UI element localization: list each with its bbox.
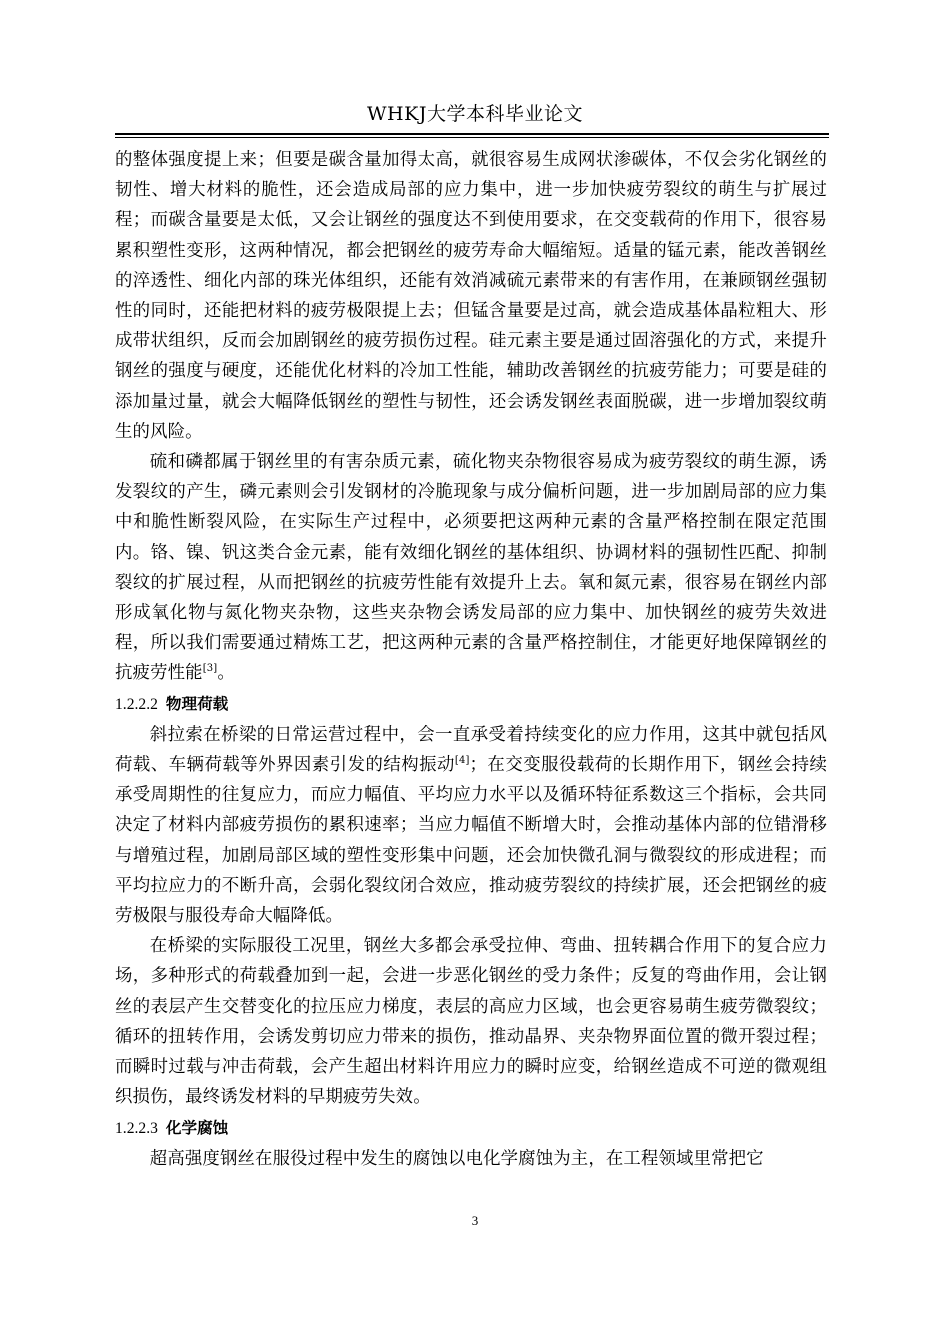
paragraph: 超高强度钢丝在服役过程中发生的腐蚀以电化学腐蚀为主，在工程领域里常把它 bbox=[149, 1148, 764, 1169]
header-rule bbox=[115, 133, 829, 138]
section-heading bbox=[115, 1113, 827, 1144]
paragraph-text: ；在交变服役载荷的长期作用下，钢丝会持续承受周期性的往复应力，而应力幅值、平均应力水平以及循环特征系数这三个指标，会共同决定了材料内部疲劳损伤的累积速率；当应力幅值不断增大时，会推动基体内部的位错滑移与增殖过程，加剧局部区域的塑性变形集中问题，还会加快微孔洞与微裂纹的形成进程；而平均拉应力的不断升高，会弱化裂纹闭合效应，推动疲劳裂纹的持续扩展，还会把钢丝的疲劳极限与服役寿命大幅降低。 bbox=[115, 755, 827, 927]
paragraph bbox=[115, 720, 827, 931]
section-heading bbox=[115, 689, 827, 720]
citation-ref: [4] bbox=[454, 755, 470, 767]
body-text bbox=[115, 145, 827, 1174]
paragraph-text: 。 bbox=[217, 663, 235, 684]
section-number: 1.2.2.3 bbox=[115, 1119, 158, 1137]
section-title: 化学腐蚀 bbox=[165, 1118, 229, 1137]
section-title: 物理荷载 bbox=[165, 694, 229, 713]
page-number: 3 bbox=[471, 1213, 479, 1228]
paragraph-text: 斜拉索在桥梁的日常运营过程中，会一直承受着持续变化的应力作用，这其中就包括风荷载、车辆荷载等外界因素引发的结构振动 bbox=[115, 724, 827, 776]
paragraph-text: 硫和磷都属于钢丝里的有害杂质元素，硫化物夹杂物很容易成为疲劳裂纹的萌生源，诱发裂纹的产生，磷元素则会引发钢材的冷脆现象与成分偏析问题，进一步加剧局部的应力集中和脆性断裂风险，在实际生产过程中，必须要把这两种元素的含量严格控制在限定范围内。铬、镍、钒这类合金元素，能有效细化钢丝的基体组织、协调材料的强韧性匹配、抑制裂纹的扩展过程，从而把钢丝的抗疲劳性能有效提升上去。氧和氮元素，很容易在钢丝内部形成氧化物与氮化物夹杂物，这些夹杂物会诱发局部的应力集中、加快钢丝的疲劳失效进程，所以我们需要通过精炼工艺，把这两种元素的含量严格控制住，才能更好地保障钢丝的抗疲劳性能 bbox=[115, 452, 827, 684]
citation-ref: [3] bbox=[202, 663, 218, 675]
paragraph: 在桥梁的实际服役工况里，钢丝大多都会承受拉伸、弯曲、扭转耦合作用下的复合应力场，多种形式的荷载叠加到一起，会进一步恶化钢丝的受力条件；反复的弯曲作用，会让钢丝的表层产生交替变化的拉压应力梯度，表层的高应力区域，也会更容易萌生疲劳微裂纹；循环的扭转作用，会诱发剪切应力带来的损伤，推动晶界、夹杂物界面位置的微开裂过程；而瞬时过载与冲击荷载，会产生超出材料许用应力的瞬时应变，给钢丝造成不可逆的微观组织损伤，最终诱发材料的早期疲劳失效。 bbox=[115, 936, 827, 1108]
section-number: 1.2.2.2 bbox=[115, 695, 158, 713]
paragraph bbox=[115, 447, 827, 689]
page-header-title: WHKJ大学本科毕业论文 bbox=[367, 103, 583, 125]
paragraph: 的整体强度提上来；但要是碳含量加得太高，就很容易生成网状渗碳体，不仅会劣化钢丝的韧性、增大材料的脆性，还会造成局部的应力集中，进一步加快疲劳裂纹的萌生与扩展过程；而碳含量要是太低，又会让钢丝的强度达不到使用要求，在交变载荷的作用下，很容易累积塑性变形，这两种情况，都会把钢丝的疲劳寿命大幅缩短。适量的锰元素，能改善钢丝的淬透性、细化内部的珠光体组织，还能有效消减硫元素带来的有害作用，在兼顾钢丝强韧性的同时，还能把材料的疲劳极限提上去；但锰含量要是过高，就会造成基体晶粒粗大、形成带状组织，反而会加剧钢丝的疲劳损伤过程。硅元素主要是通过固溶强化的方式，来提升钢丝的强度与硬度，还能优化材料的冷加工性能，辅助改善钢丝的抗疲劳能力；可要是硅的添加量过量，就会大幅降低钢丝的塑性与韧性，还会诱发钢丝表面脱碳，进一步增加裂纹萌生的风险。 bbox=[115, 150, 827, 442]
